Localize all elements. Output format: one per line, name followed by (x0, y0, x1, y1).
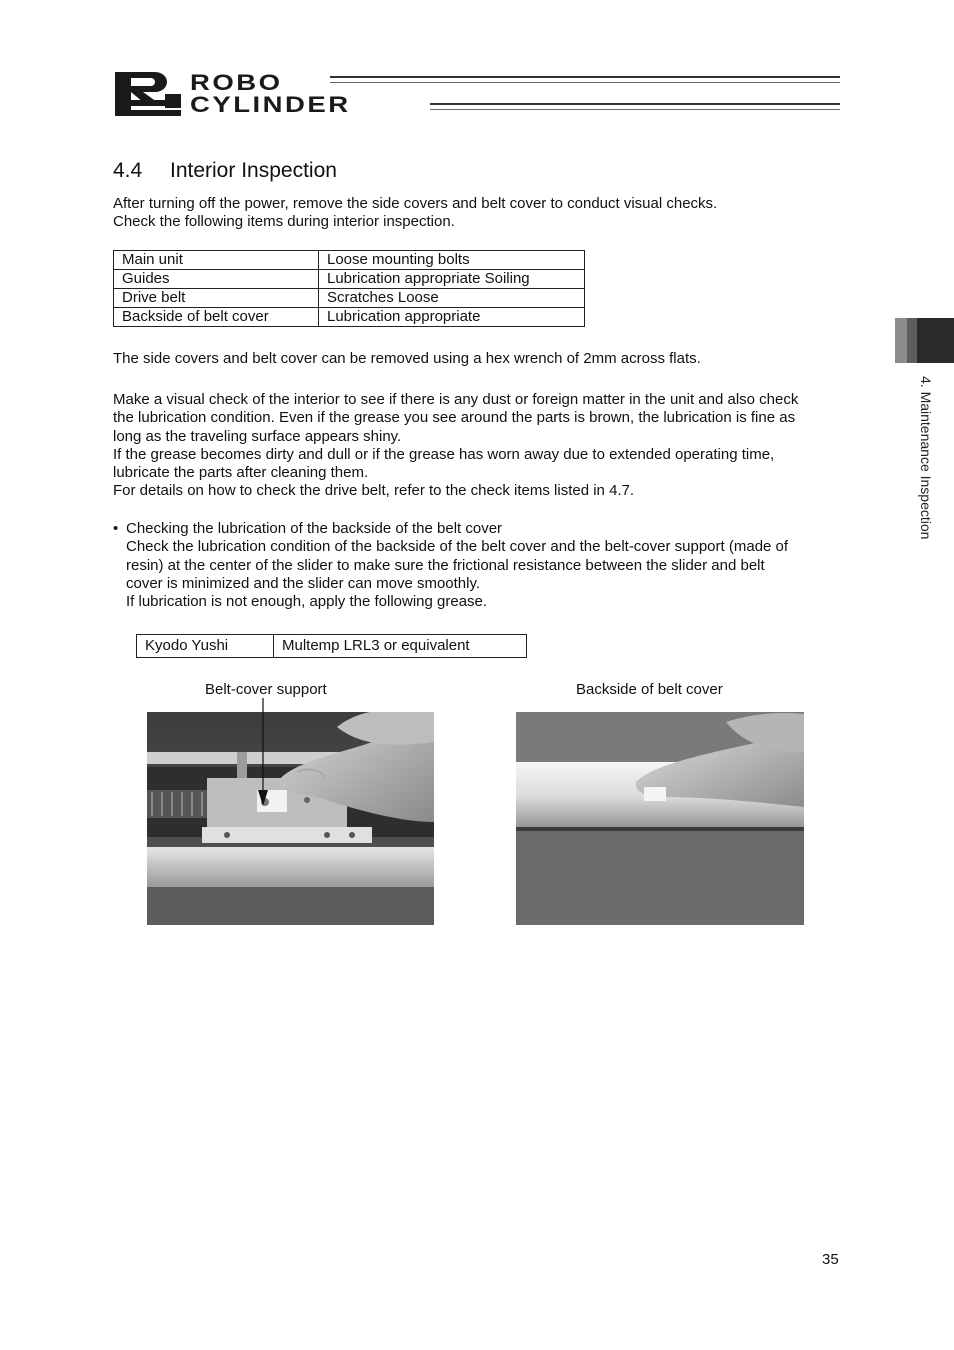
paragraph-line: If the grease becomes dirty and dull or if the grease has worn away due to extended operating time, (113, 445, 775, 463)
paragraph-line: lubricate the parts after cleaning them. (113, 464, 369, 482)
table-row (114, 251, 585, 270)
table-row (137, 635, 527, 658)
table-row (114, 270, 585, 289)
chapter-tab-dark (917, 318, 954, 363)
paragraph-line: Make a visual check of the interior to see if there is any dust or foreign matter in the unit and also check (113, 391, 799, 408)
table-cell-check: Scratches Loose (319, 289, 585, 308)
bullet-line: resin) at the center of the slider to make sure the frictional resistance between the slider and belt (126, 556, 765, 574)
bullet-line: If lubrication is not enough, apply the following grease. (126, 593, 488, 611)
grease-maker: Kyodo Yushi (137, 635, 274, 658)
chapter-tab-light (895, 318, 907, 363)
bullet-heading: Checking the lubrication of the backside of the belt cover (126, 520, 503, 537)
table-cell-check: Lubrication appropriate (319, 308, 585, 327)
table-cell-item: Main unit (114, 251, 319, 270)
section-title: Interior Inspection (170, 159, 337, 182)
callout-arrow (255, 698, 271, 808)
paragraph-line: For details on how to check the drive belt, refer to the check items listed in 4.7. (113, 482, 635, 500)
page-number: 35 (822, 1251, 839, 1268)
table-cell-item: Guides (114, 270, 319, 289)
bullet-line: Check the lubrication condition of the backside of the belt cover and the belt-cover support (made of (126, 538, 789, 556)
chapter-side-label: 4. Maintenance Inspection (918, 376, 934, 540)
table-cell-check: Loose mounting bolts (319, 251, 585, 270)
table-row (114, 289, 585, 308)
grease-product: Multemp LRL3 or equivalent (274, 635, 527, 658)
logo-text-robo: ROBO (190, 70, 283, 95)
robo-cylinder-logo (113, 70, 185, 118)
intro-line: Check the following items during interior inspection. (113, 213, 455, 231)
bullet-line: cover is minimized and the slider can move smoothly. (126, 574, 481, 592)
visual-check-paragraph (113, 391, 853, 501)
figure-caption-left: Belt-cover support (205, 681, 327, 698)
table-row (114, 308, 585, 327)
grease-table (136, 634, 527, 658)
belt-cover-backside-photo (516, 712, 804, 925)
header-rule-top (330, 76, 840, 83)
cover-removal-note: The side covers and belt cover can be removed using a hex wrench of 2mm across flats. (113, 350, 701, 367)
table-cell-check: Lubrication appropriate Soiling (319, 270, 585, 289)
table-cell-item: Backside of belt cover (114, 308, 319, 327)
inspection-table (113, 250, 585, 327)
table-cell-item: Drive belt (114, 289, 319, 308)
section-number: 4.4 (113, 159, 143, 182)
figure-caption-right: Backside of belt cover (576, 681, 723, 698)
bullet-marker: • (113, 520, 119, 537)
header-rule-bottom (430, 103, 840, 110)
belt-cover-support-photo (147, 712, 434, 925)
chapter-tab-mid (907, 318, 917, 363)
paragraph-line: long as the traveling surface appears shiny. (113, 427, 402, 445)
logo-text-cylinder: CYLINDER (190, 92, 351, 117)
bullet-block (126, 520, 846, 611)
intro-line: After turning off the power, remove the side covers and belt cover to conduct visual checks. (113, 195, 718, 212)
intro-paragraph (113, 195, 853, 232)
paragraph-line: the lubrication condition. Even if the grease you see around the parts is brown, the lubrication is fine as (113, 409, 796, 427)
